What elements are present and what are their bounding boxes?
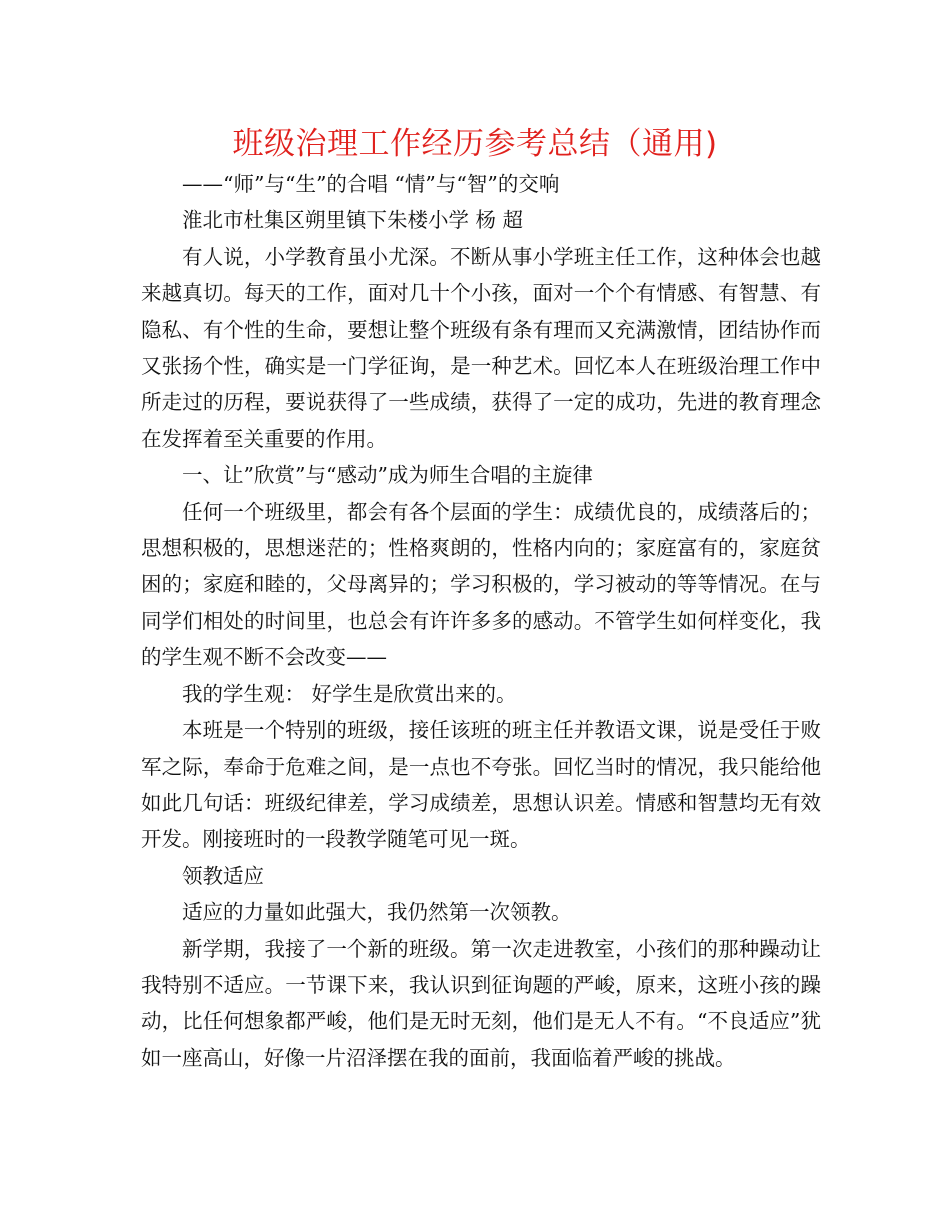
subheading-adaptation: 领教适应 [182,863,264,888]
subtitle-line: ——“师”与“生”的合唱 “情”与“智”的交响 [182,172,560,196]
paragraph-new-term: 新学期，我接了一个新的班级。第一次走进教室，小孩们的那种躁动让我特别不适应。一节课下来，我认识到征询题的严峻，原来，这班小孩的躁动，比任何想象都严峻，他们是无时无刻，他们是无人不有。“不良适应”犹如一座高山，好像一片沼泽摆在我的面前，我面临着严峻的挑战。 [141,936,821,1070]
paragraph-student-view: 我的学生观： 好学生是欣赏出来的。 [182,681,517,706]
section-heading-1: 一、让”欣赏”与“感动”成为师生合唱的主旋律 [182,463,593,488]
paragraph-class: 本班是一个特别的班级，接任该班的班主任并教语文课，说是受任于败军之际，奉命于危难之间，是一点也不夸张。回忆当时的情况，我只能给他如此几句话：班级纪律差，学习成绩差，思想认识差。情感和智慧均无有效开发。刚接班时的一段教学随笔可见一斑。 [141,718,821,852]
paragraph-intro: 有人说，小学教育虽小尤深。不断从事小学班主任工作，这种体会也越来越真切。每天的工作，面对几十个小孩，面对一个个有情感、有智慧、有隐私、有个性的生命，要想让整个班级有条有理而又充满激情，团结协作而又张扬个性，确实是一门学征询，是一种艺术。回忆本人在班级治理工作中所走过的历程，要说获得了一些成绩，获得了一定的成功，先进的教育理念在发挥着至关重要的作用。 [141,244,821,451]
document-body [141,166,821,1076]
paragraph-adaptation-power: 适应的力量如此强大，我仍然第一次领教。 [182,900,572,925]
paragraph-students: 任何一个班级里，都会有各个层面的学生：成绩优良的，成绩落后的；思想积极的，思想迷茫的；性格爽朗的，性格内向的；家庭富有的，家庭贫困的；家庭和睦的，父母离异的；学习积极的，学习被动的等等情况。在与同学们相处的时间里，也总会有许许多多的感动。不管学生如何样变化，我的学生观不断不会改变—— [141,499,821,670]
author-line: 淮北市杜集区朔里镇下朱楼小学 杨 超 [182,208,524,233]
document-title: 班级治理工作经历参考总结（通用) [232,126,718,162]
